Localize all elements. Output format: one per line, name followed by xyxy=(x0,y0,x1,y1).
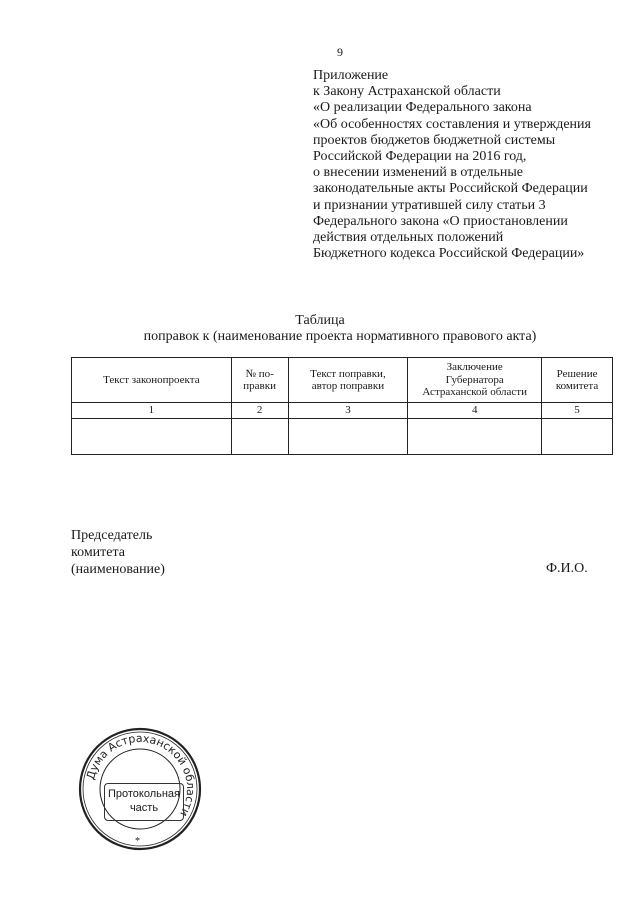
appendix-line: и признании утратившей силу статьи 3 xyxy=(313,197,546,213)
header-line: автор поправки xyxy=(311,380,385,392)
header-line: Губернатора xyxy=(445,373,504,386)
column-number-row xyxy=(72,403,613,419)
column-number: 5 xyxy=(542,403,613,419)
appendix-line: проектов бюджетов бюджетной системы xyxy=(313,132,556,148)
header-line: комитета xyxy=(555,380,599,392)
appendix-line: Приложение xyxy=(313,68,389,83)
header-line: Текст поправки, xyxy=(310,367,386,380)
appendix-line: «Об особенностях составления и утверждения xyxy=(313,116,591,132)
signature-line: (наименование) xyxy=(71,562,165,577)
header-bill-text xyxy=(72,358,232,403)
header-line: № по- xyxy=(245,367,274,380)
appendix-heading xyxy=(313,68,613,262)
header-line: Астраханской области xyxy=(422,386,527,399)
signature-line: комитета xyxy=(71,545,126,560)
header-committee-decision xyxy=(542,358,613,403)
header-amendment-text xyxy=(288,358,408,403)
header-governor-conclusion xyxy=(408,358,542,403)
table-cell xyxy=(72,419,232,455)
appendix-line: законодательные акты Российской Федерации xyxy=(313,181,588,197)
appendix-line: Российской Федерации на 2016 год, xyxy=(313,149,527,165)
page-number: 9 xyxy=(337,45,343,59)
seal-ring-text: Дума Астраханской области xyxy=(84,731,198,819)
header-line: правки xyxy=(243,380,276,392)
appendix-line: «О реализации Федерального закона xyxy=(313,100,532,116)
appendix-line: о внесении изменений в отдельные xyxy=(313,165,523,181)
seal-center-line: Протокольная xyxy=(107,788,181,800)
table-cell xyxy=(288,419,408,455)
appendix-line: Федерального закона «О приостановлении xyxy=(313,213,568,229)
appendix-line: Бюджетного кодекса Российской Федерации» xyxy=(313,246,585,262)
appendix-line: действия отдельных положений xyxy=(313,230,504,246)
signature-fio: Ф.И.О. xyxy=(546,561,588,576)
column-number: 3 xyxy=(288,403,408,419)
column-number: 2 xyxy=(231,403,288,419)
header-line: Решение xyxy=(556,367,598,380)
seal-star: * xyxy=(135,836,140,847)
table-cell xyxy=(408,419,542,455)
seal-center-text xyxy=(104,787,184,815)
signature-line: Председатель xyxy=(71,528,153,543)
table-cell xyxy=(231,419,288,455)
table-row xyxy=(72,419,613,455)
table-cell xyxy=(542,419,613,455)
header-line: Текст законопроекта xyxy=(103,373,200,386)
appendix-line: к Закону Астраханской области xyxy=(313,84,501,100)
table-header-row xyxy=(72,358,613,403)
seal-center-line: часть xyxy=(129,802,159,814)
table-subtitle: поправок к (наименование проекта нормативного правового акта) xyxy=(143,329,537,344)
signature-block xyxy=(71,527,165,578)
amendments-table xyxy=(71,357,613,455)
header-line: Заключение xyxy=(446,361,503,374)
column-number: 4 xyxy=(408,403,542,419)
header-amendment-number xyxy=(231,358,288,403)
table-title: Таблица xyxy=(295,313,345,328)
column-number: 1 xyxy=(72,403,232,419)
